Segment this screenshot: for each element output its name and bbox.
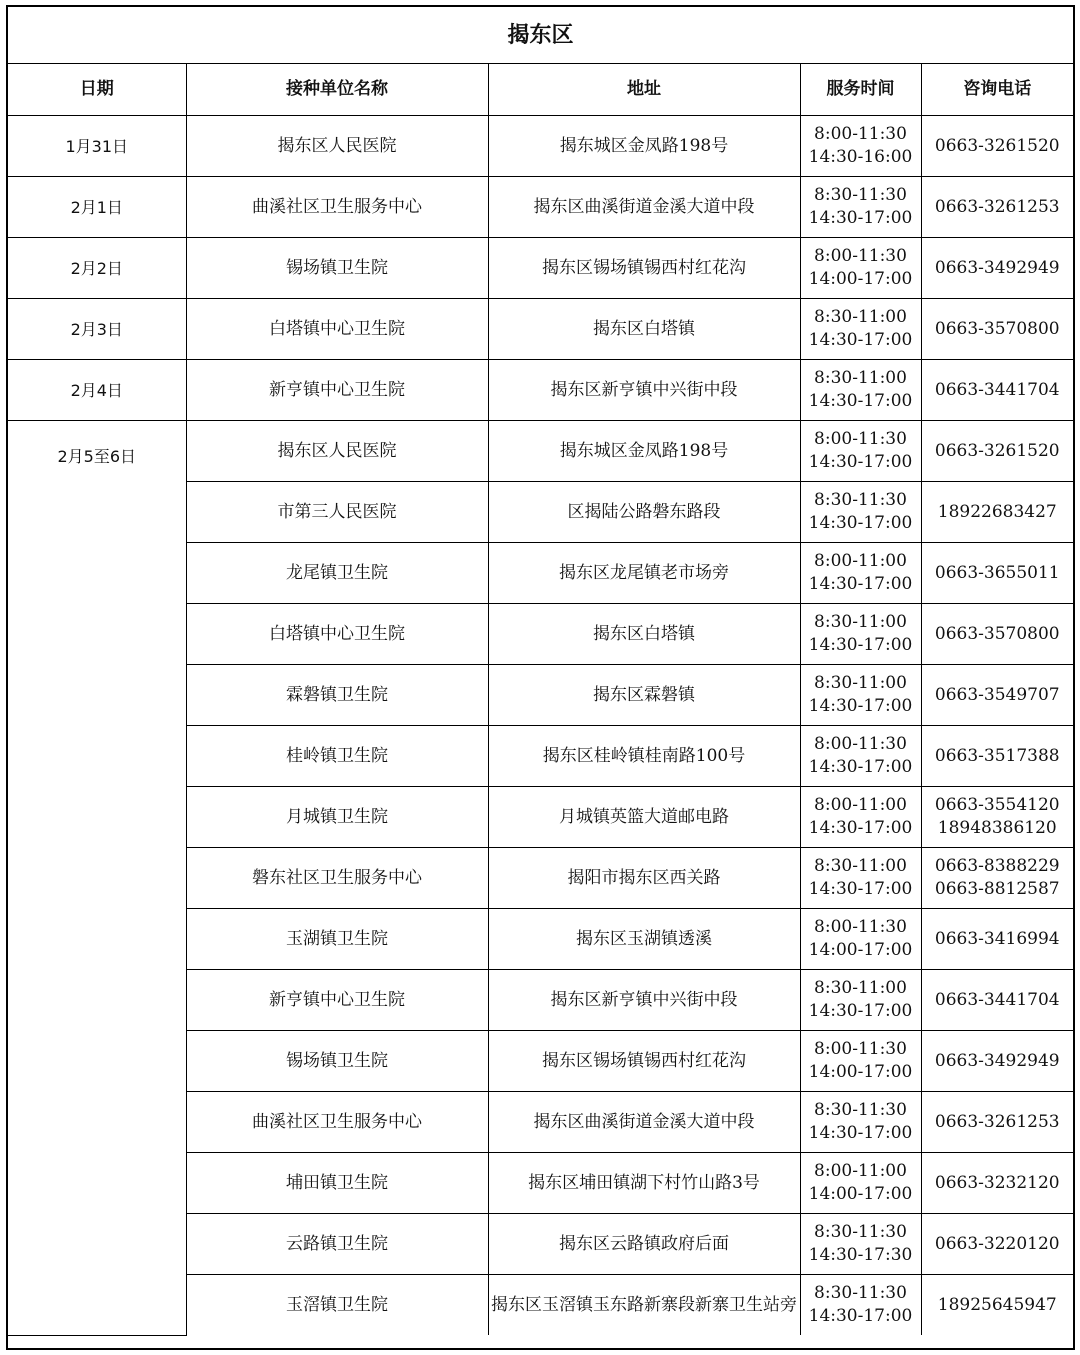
- unit-cell: 桂岭镇卫生院: [186, 726, 488, 787]
- column-header-address: 地址: [488, 64, 800, 116]
- address-cell: 揭东区锡场镇锡西村红花沟: [488, 238, 800, 299]
- hours-cell-line: 14:00-17:00: [808, 269, 913, 289]
- address-cell: 揭东区曲溪街道金溪大道中段: [488, 177, 800, 238]
- phone-cell-line: 0663-3441704: [934, 989, 1060, 1010]
- hours-cell-line: 8:30-11:00: [814, 612, 907, 632]
- phone-cell: [921, 1214, 1073, 1275]
- table-row: [8, 360, 1073, 421]
- hours-cell-line: 8:30-11:30: [814, 1100, 907, 1120]
- table-row: [8, 299, 1073, 360]
- phone-cell: [921, 1153, 1073, 1214]
- hours-cell-line: 14:30-17:00: [808, 391, 913, 411]
- address-cell: 揭东区云路镇政府后面: [488, 1214, 800, 1275]
- hours-cell: [800, 421, 921, 482]
- unit-cell: 埔田镇卫生院: [186, 1153, 488, 1214]
- hours-cell: [800, 726, 921, 787]
- hours-cell-line: 8:00-11:00: [814, 551, 907, 571]
- table-title: 揭东区: [8, 7, 1073, 64]
- phone-cell-line: 0663-3570800: [934, 318, 1060, 339]
- schedule-table: [8, 7, 1073, 1336]
- phone-cell: [921, 1092, 1073, 1153]
- hours-cell: [800, 665, 921, 726]
- unit-cell: 白塔镇中心卫生院: [186, 604, 488, 665]
- unit-cell: 月城镇卫生院: [186, 787, 488, 848]
- phone-cell: [921, 726, 1073, 787]
- phone-cell: [921, 116, 1073, 177]
- address-cell: 揭东区白塔镇: [488, 299, 800, 360]
- hours-cell-line: 8:30-11:00: [814, 673, 907, 693]
- hours-cell: [800, 1214, 921, 1275]
- date-cell: 1月31日: [8, 116, 186, 177]
- hours-cell-line: 8:00-11:00: [814, 1161, 907, 1181]
- address-cell: 揭东区锡场镇锡西村红花沟: [488, 1031, 800, 1092]
- phone-cell-line: 0663-3570800: [934, 623, 1060, 644]
- unit-cell: 云路镇卫生院: [186, 1214, 488, 1275]
- hours-cell: [800, 543, 921, 604]
- unit-cell: 锡场镇卫生院: [186, 238, 488, 299]
- hours-cell-line: 8:30-11:00: [814, 368, 907, 388]
- address-cell: 揭东区曲溪街道金溪大道中段: [488, 1092, 800, 1153]
- hours-cell-line: 8:30-11:00: [814, 856, 907, 876]
- address-cell: 揭东区新亨镇中兴街中段: [488, 970, 800, 1031]
- address-cell: 揭东区埔田镇湖下村竹山路3号: [488, 1153, 800, 1214]
- unit-cell: 揭东区人民医院: [186, 421, 488, 482]
- address-cell: 揭东区玉湖镇透溪: [488, 909, 800, 970]
- unit-cell: 市第三人民医院: [186, 482, 488, 543]
- hours-cell-line: 14:00-17:00: [808, 1062, 913, 1082]
- hours-cell-line: 8:00-11:30: [814, 124, 907, 144]
- unit-cell: 玉滘镇卫生院: [186, 1275, 488, 1336]
- phone-cell-line: 0663-3554120: [934, 795, 1060, 815]
- unit-cell: 龙尾镇卫生院: [186, 543, 488, 604]
- date-cell: 2月4日: [8, 360, 186, 421]
- column-header-hours: 服务时间: [800, 64, 921, 116]
- hours-cell: [800, 116, 921, 177]
- address-cell: 揭东城区金凤路198号: [488, 116, 800, 177]
- hours-cell-line: 14:30-17:00: [808, 452, 913, 472]
- hours-cell-line: 8:00-11:00: [814, 795, 907, 815]
- hours-cell: [800, 360, 921, 421]
- address-cell: 揭东区桂岭镇桂南路100号: [488, 726, 800, 787]
- hours-cell-line: 14:30-16:00: [808, 147, 913, 167]
- hours-cell-line: 14:30-17:00: [808, 879, 913, 899]
- hours-cell: [800, 238, 921, 299]
- hours-cell-line: 8:30-11:30: [814, 1283, 907, 1303]
- hours-cell-line: 8:00-11:30: [814, 734, 907, 754]
- address-cell: 揭阳市揭东区西关路: [488, 848, 800, 909]
- phone-cell-line: 0663-3655011: [934, 562, 1060, 583]
- hours-cell: [800, 848, 921, 909]
- hours-cell-line: 8:30-11:00: [814, 307, 907, 327]
- hours-cell-line: 14:00-17:00: [808, 1184, 913, 1204]
- hours-cell-line: 14:30-17:00: [808, 635, 913, 655]
- phone-cell-line: 0663-3549707: [934, 684, 1060, 705]
- phone-cell: [921, 421, 1073, 482]
- phone-cell-line: 0663-3441704: [934, 379, 1060, 400]
- hours-cell-line: 14:30-17:00: [808, 513, 913, 533]
- hours-cell-line: 8:00-11:30: [814, 1039, 907, 1059]
- unit-cell: 新亨镇中心卫生院: [186, 970, 488, 1031]
- address-cell: 揭东区新亨镇中兴街中段: [488, 360, 800, 421]
- phone-cell: [921, 177, 1073, 238]
- phone-cell-line: 0663-3261253: [934, 1111, 1060, 1132]
- hours-cell-line: 14:00-17:00: [808, 940, 913, 960]
- unit-cell: 锡场镇卫生院: [186, 1031, 488, 1092]
- hours-cell: [800, 1275, 921, 1336]
- address-cell: 揭东区玉滘镇玉东路新寨段新寨卫生站旁: [488, 1275, 800, 1336]
- phone-cell-line: 0663-8812587: [934, 879, 1060, 899]
- unit-cell: 新亨镇中心卫生院: [186, 360, 488, 421]
- phone-cell: [921, 848, 1073, 909]
- group-date-cell: 2月5至6日: [8, 421, 186, 1336]
- unit-cell: 磐东社区卫生服务中心: [186, 848, 488, 909]
- phone-cell-line: 18948386120: [937, 818, 1057, 838]
- date-cell: 2月2日: [8, 238, 186, 299]
- unit-cell: 曲溪社区卫生服务中心: [186, 177, 488, 238]
- phone-cell: [921, 482, 1073, 543]
- hours-cell-line: 14:30-17:00: [808, 330, 913, 350]
- hours-cell: [800, 970, 921, 1031]
- table-row: [8, 177, 1073, 238]
- hours-cell: [800, 299, 921, 360]
- unit-cell: 玉湖镇卫生院: [186, 909, 488, 970]
- phone-cell-line: 0663-3517388: [934, 745, 1060, 766]
- address-cell: 揭东城区金凤路198号: [488, 421, 800, 482]
- phone-cell-line: 0663-3261520: [934, 440, 1060, 461]
- address-cell: 月城镇英篮大道邮电路: [488, 787, 800, 848]
- hours-cell-line: 8:30-11:00: [814, 978, 907, 998]
- phone-cell-line: 18925645947: [937, 1294, 1057, 1315]
- phone-cell: [921, 238, 1073, 299]
- table-body: [8, 116, 1073, 1336]
- date-cell: 2月1日: [8, 177, 186, 238]
- hours-cell: [800, 1153, 921, 1214]
- phone-cell-line: 0663-3416994: [934, 928, 1060, 949]
- hours-cell: [800, 909, 921, 970]
- date-cell: 2月3日: [8, 299, 186, 360]
- unit-cell: 霖磐镇卫生院: [186, 665, 488, 726]
- table-row: [8, 116, 1073, 177]
- phone-cell: [921, 543, 1073, 604]
- hours-cell-line: 14:30-17:00: [808, 574, 913, 594]
- hours-cell: [800, 1092, 921, 1153]
- hours-cell: [800, 482, 921, 543]
- phone-cell: [921, 970, 1073, 1031]
- phone-cell-line: 18922683427: [937, 501, 1057, 522]
- address-cell: 区揭陆公路磐东路段: [488, 482, 800, 543]
- unit-cell: 曲溪社区卫生服务中心: [186, 1092, 488, 1153]
- hours-cell: [800, 787, 921, 848]
- column-header-unit: 接种单位名称: [186, 64, 488, 116]
- hours-cell-line: 14:30-17:00: [808, 696, 913, 716]
- hours-cell-line: 14:30-17:00: [808, 208, 913, 228]
- table-row: [8, 238, 1073, 299]
- hours-cell-line: 8:30-11:30: [814, 1222, 907, 1242]
- unit-cell: 白塔镇中心卫生院: [186, 299, 488, 360]
- hours-cell-line: 8:00-11:30: [814, 917, 907, 937]
- hours-cell-line: 14:30-17:00: [808, 1306, 913, 1326]
- phone-cell: [921, 909, 1073, 970]
- hours-cell-line: 14:30-17:00: [808, 1001, 913, 1021]
- hours-cell-line: 8:00-11:30: [814, 429, 907, 449]
- hours-cell-line: 14:30-17:00: [808, 757, 913, 777]
- address-cell: 揭东区龙尾镇老市场旁: [488, 543, 800, 604]
- phone-cell-line: 0663-3261520: [934, 135, 1060, 156]
- hours-cell: [800, 177, 921, 238]
- address-cell: 揭东区霖磐镇: [488, 665, 800, 726]
- phone-cell-line: 0663-3232120: [934, 1172, 1060, 1193]
- phone-cell: [921, 665, 1073, 726]
- address-cell: 揭东区白塔镇: [488, 604, 800, 665]
- phone-cell-line: 0663-3261253: [934, 196, 1060, 217]
- hours-cell-line: 8:00-11:30: [814, 246, 907, 266]
- phone-cell-line: 0663-3492949: [934, 1050, 1060, 1071]
- phone-cell: [921, 787, 1073, 848]
- unit-cell: 揭东区人民医院: [186, 116, 488, 177]
- phone-cell-line: 0663-3492949: [934, 257, 1060, 278]
- vaccination-schedule-sheet: [6, 5, 1075, 1350]
- header-row: [8, 64, 1073, 116]
- phone-cell: [921, 299, 1073, 360]
- column-header-date: 日期: [8, 64, 186, 116]
- hours-cell: [800, 604, 921, 665]
- phone-cell: [921, 360, 1073, 421]
- phone-cell: [921, 604, 1073, 665]
- hours-cell-line: 14:30-17:00: [808, 1123, 913, 1143]
- phone-cell: [921, 1275, 1073, 1336]
- table-row: [8, 421, 1073, 482]
- column-header-phone: 咨询电话: [921, 64, 1073, 116]
- phone-cell: [921, 1031, 1073, 1092]
- hours-cell-line: 8:30-11:30: [814, 490, 907, 510]
- hours-cell: [800, 1031, 921, 1092]
- phone-cell-line: 0663-8388229: [934, 856, 1060, 876]
- hours-cell-line: 14:30-17:00: [808, 818, 913, 838]
- hours-cell-line: 14:30-17:30: [808, 1245, 913, 1265]
- phone-cell-line: 0663-3220120: [934, 1233, 1060, 1254]
- hours-cell-line: 8:30-11:30: [814, 185, 907, 205]
